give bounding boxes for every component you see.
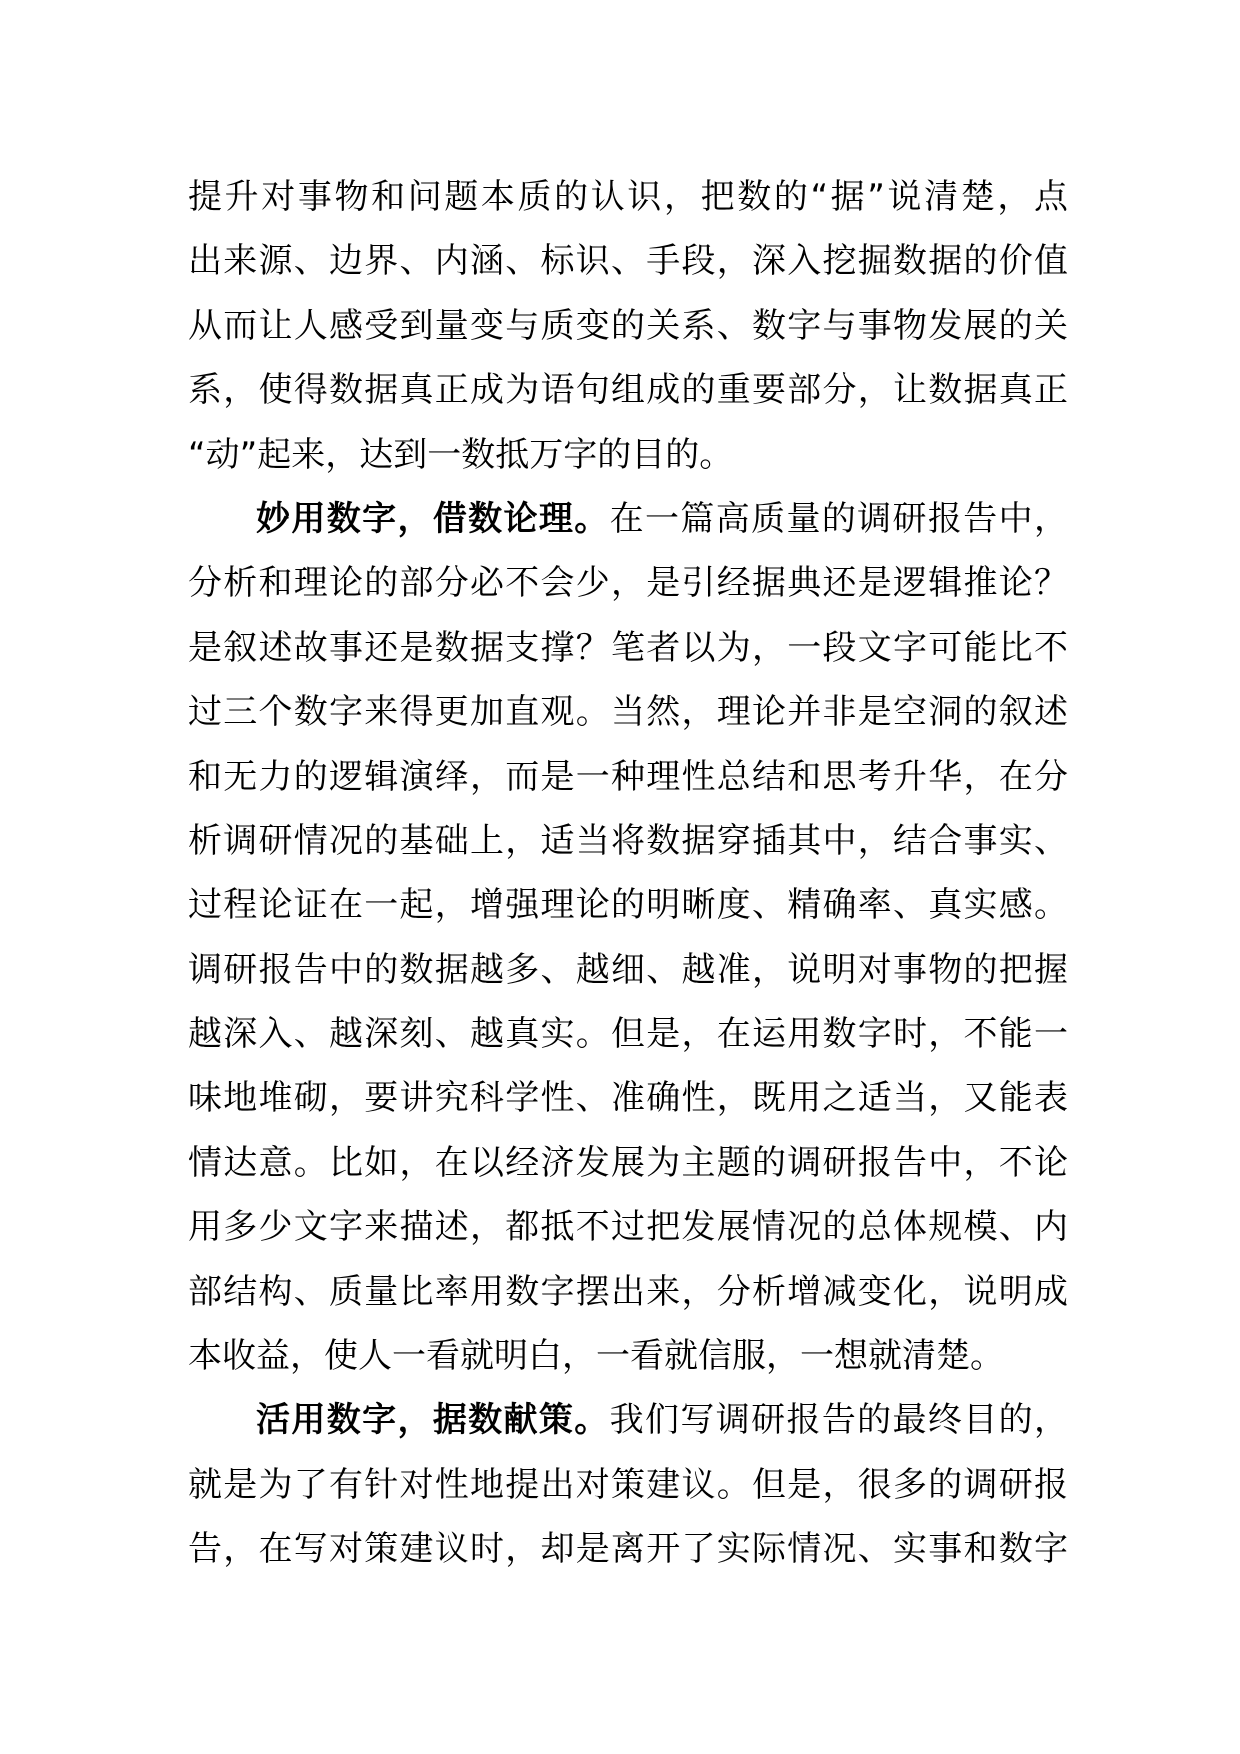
text-line: 从而让人感受到量变与质变的关系、数字与事物发展的关 <box>188 305 1068 346</box>
paragraph-continuation <box>188 165 1068 487</box>
text-line: 提升对事物和问题本质的认识，把数的“据”说清楚，点 <box>188 177 1068 217</box>
paragraph-lead: 妙用数字，借数论理。 <box>256 498 610 539</box>
text-line: 就是为了有针对性地提出对策建议。但是，很多的调研报 <box>188 1464 1068 1505</box>
text-line: 越深入、越深刻、越真实。但是，在运用数字时，不能一 <box>188 1014 1068 1055</box>
text-line: 过程论证在一起，增强理论的明晰度、精确率、真实感。 <box>188 885 1068 926</box>
paragraph-reasoning <box>188 487 1068 1388</box>
text-line <box>188 1388 1068 1452</box>
text-line: 调研报告中的数据越多、越细、越准，说明对事物的把握 <box>188 949 1068 990</box>
text-line: 告，在写对策建议时，却是离开了实际情况、实事和数字 <box>188 1529 1068 1570</box>
paragraph-lead: 活用数字，据数献策。 <box>256 1400 610 1441</box>
text-line: 部结构、质量比率用数字摆出来，分析增减变化，说明成 <box>188 1271 1068 1312</box>
text-line: 本收益，使人一看就明白，一看就信服，一想就清楚。 <box>188 1336 1004 1377</box>
text-line: 析调研情况的基础上，适当将数据穿插其中，结合事实、 <box>188 820 1068 861</box>
body-text <box>188 165 1068 1582</box>
text-line: “动”起来，达到一数抵万字的目的。 <box>188 434 734 475</box>
text-line: 分析和理论的部分必不会少，是引经据典还是逻辑推论？ <box>188 563 1068 604</box>
text-line: 情达意。比如，在以经济发展为主题的调研报告中，不论 <box>188 1142 1068 1183</box>
text-line: 和无力的逻辑演绎，而是一种理性总结和思考升华，在分 <box>188 756 1068 797</box>
text-line: 用多少文字来描述，都抵不过把发展情况的总体规模、内 <box>188 1207 1068 1248</box>
text-line: 过三个数字来得更加直观。当然，理论并非是空洞的叙述 <box>188 692 1068 733</box>
text-line-rest: 我们写调研报告的最终目的， <box>609 1400 1068 1441</box>
text-line: 系，使得数据真正成为语句组成的重要部分，让数据真正 <box>188 370 1068 411</box>
text-line <box>188 487 1068 551</box>
paragraph-suggestions <box>188 1388 1068 1581</box>
text-line: 是叙述故事还是数据支撑？笔者以为，一段文字可能比不 <box>188 627 1068 668</box>
text-line: 出来源、边界、内涵、标识、手段，深入挖掘数据的价值 <box>188 241 1068 282</box>
text-line: 味地堆砌，要讲究科学性、准确性，既用之适当，又能表 <box>188 1078 1068 1119</box>
text-line-rest: 在一篇高质量的调研报告中， <box>609 498 1068 539</box>
